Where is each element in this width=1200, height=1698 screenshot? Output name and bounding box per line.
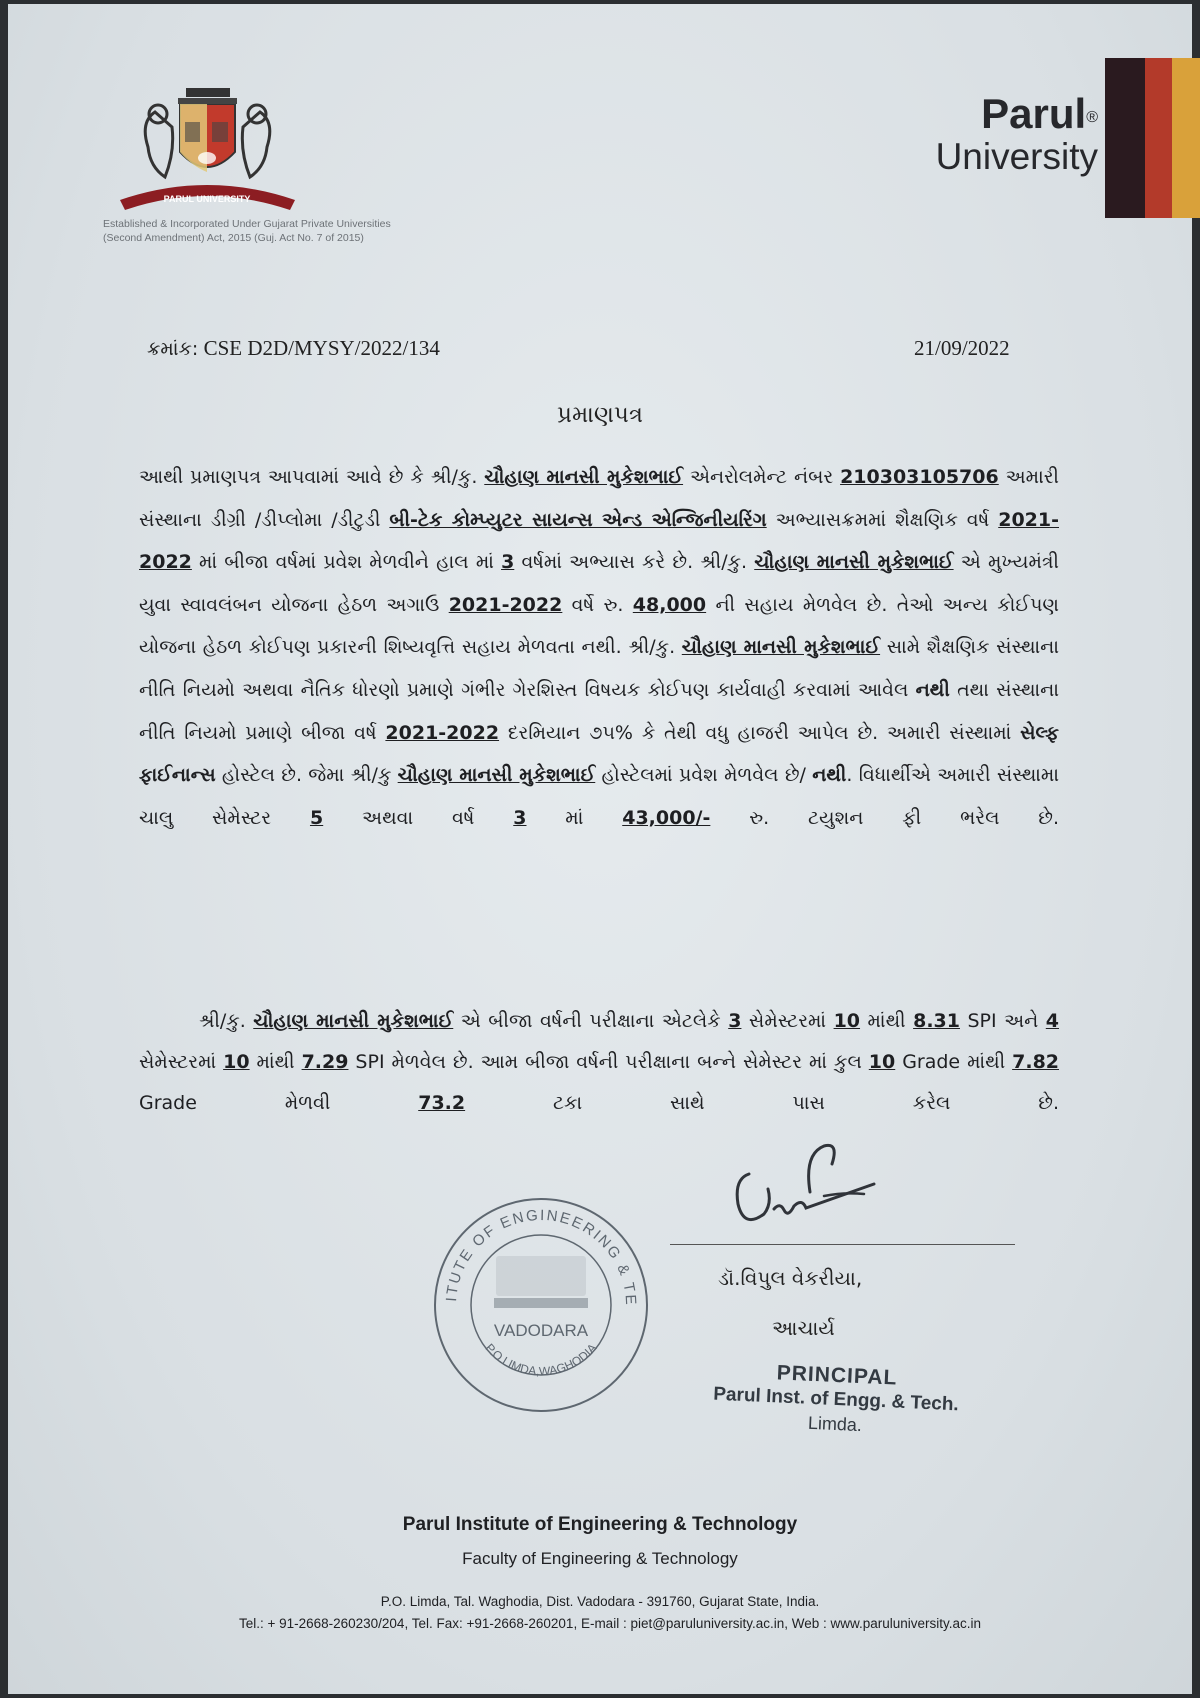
certificate-body-paragraph-1: આથી પ્રમાણપત્ર આપવામાં આવે છે કે શ્રી/કુ. ચૌહાણ માનસી મુકેશભાઈ એનરોલમેન્ટ નંબર 210303105706 અમારી સંસ્થાના ડીગ્રી /ડીપ્લોમા /ડીટુડી બી-ટેક કોમ્પ્યુટર સાયન્સ એન્ડ એન્જિનીયરિંગ અભ્યાસક્રમમાં શૈક્ષણિક વર્ષ 2021-2022 માં બીજા વર્ષમાં પ્રવેશ મેળવીને હાલ માં 3 વર્ષમાં અભ્યાસ કરે છે. શ્રી/કુ. ચૌહાણ માનસી મુકેશભાઈ એ મુખ્યમંત્રી યુવા સ્વાવલંબન યોજના હેઠળ અગાઉ 2021-2022 વર્ષે રુ. 48,000 ની સહાય મેળવેલ છે. તેઓ અન્ય કોઈપણ યોજના હેઠળ કોઈપણ પ્રકારની શિષ્યવૃત્તિ સહાય મેળવતા નથી. શ્રી/કુ. ચૌહાણ માનસી મુકેશભાઈ સામે શૈક્ષણિક સંસ્થાના નીતિ નિયમો અથવા નૈતિક ધોરણો પ્રમાણે ગંભીર ગેરશિસ્ત વિષયક કોઈપણ કાર્યવાહી કરવામાં આવેલ નથી તથા સંસ્થાના નીતિ નિયમો પ્રમાણે બીજા વર્ષ 2021-2022 દરમિયાન ૭૫% કે તેથી વધુ હાજરી આપેલ છે. અમારી સંસ્થામાં સેલ્ફ ફાઈનાન્સ હોસ્ટેલ છે. જેમા શ્રી/કુ ચૌહાણ માનસી મુકેશભાઈ હોસ્ટેલમાં પ્રવેશ મેળવેલ છે/ નથી. વિધાર્થીએ અમારી સંસ્થામા ચાલુ સેમેસ્ટર 5 અથવા વર્ષ 3 માં 43,000/- રુ. ટયુશન ફી ભરેલ છે. [139, 466, 1060, 829]
seal-center-text: VADODARA [493, 1321, 589, 1340]
certificate-body-paragraph-2: શ્રી/કુ. ચૌહાણ માનસી મુકેશભાઈ એ બીજા વર્ષની પરીક્ષાના એટલેકે 3 સેમેસ્ટરમાં 10 માંથી 8.31 SPI અને 4 સેમેસ્ટરમાં 10 માંથી 7.29 SPI મેળવેલ છે. આમ બીજા વર્ષની પરીક્ષાના બન્ને સેમેસ્ટર માં કુલ 10 Grade માંથી 7.82 Grade મેળવી 73.2 ટકા સાથે પાસ કરેલ છે. [139, 1010, 1060, 1114]
signatory-designation: આચાર્ય [772, 1316, 835, 1340]
crest-ribbon-text: PARUL UNIVERSITY [163, 194, 251, 204]
letter-date: 21/09/2022 [914, 336, 1010, 360]
signatory-name: ડૉ.વિપુલ વેકરીયા, [718, 1266, 863, 1290]
brand-name: Parul® [981, 90, 1098, 137]
brand-subtitle: University [935, 136, 1098, 177]
stripe-dark [1105, 58, 1145, 218]
stamp-principal: PRINCIPAL [776, 1361, 898, 1390]
reference-number [147, 336, 440, 361]
principal-stamp [675, 1357, 998, 1443]
certificate-title: પ્રમાણપત્ર [557, 402, 643, 428]
svg-text:P.O.LIMDA,WAGHODIA [482, 1341, 599, 1378]
footer-faculty: Faculty of Engineering & Technology [462, 1549, 738, 1568]
brand-wordmark [868, 92, 1098, 178]
letter-sheet [8, 4, 1192, 1694]
university-crest-logo [100, 82, 315, 212]
stripe-gold [1172, 58, 1200, 218]
seal-ring-text: ITUTE OF ENGINEERING & TE [443, 1206, 640, 1307]
institute-round-seal [426, 1190, 656, 1420]
footer-address: P.O. Limda, Tal. Waghodia, Dist. Vadodara - 391760, Gujarat State, India. [380, 1594, 820, 1609]
stamp-institute: Parul Inst. of Engg. & Tech. [712, 1383, 960, 1416]
reference-value: CSE D2D/MYSY/2022/134 [203, 336, 440, 360]
principal-signature [724, 1134, 894, 1244]
establishment-note: Established & Incorporated Under Gujarat Private Universities (Second Amendment) Act, 2015 (Guj. Act No. 7 of 2015) [103, 218, 391, 244]
reference-label: ક્રમાંક: [147, 338, 199, 360]
stripe-red [1145, 58, 1172, 218]
stamp-location: Limda. [807, 1412, 863, 1436]
seal-bottom-text: P.O.LIMDA,WAGHODIA [482, 1340, 600, 1379]
footer-contact: Tel.: + 91-2668-260230/204, Tel. Fax: +91-2668-260201, E-mail : piet@paruluniversity.ac.in, Web : www.paruluniversity.ac.in [238, 1616, 982, 1631]
signature-line [670, 1244, 1015, 1245]
brand-color-stripe [1105, 58, 1200, 218]
footer-institute-name: Parul Institute of Engineering & Technology [402, 1514, 798, 1535]
